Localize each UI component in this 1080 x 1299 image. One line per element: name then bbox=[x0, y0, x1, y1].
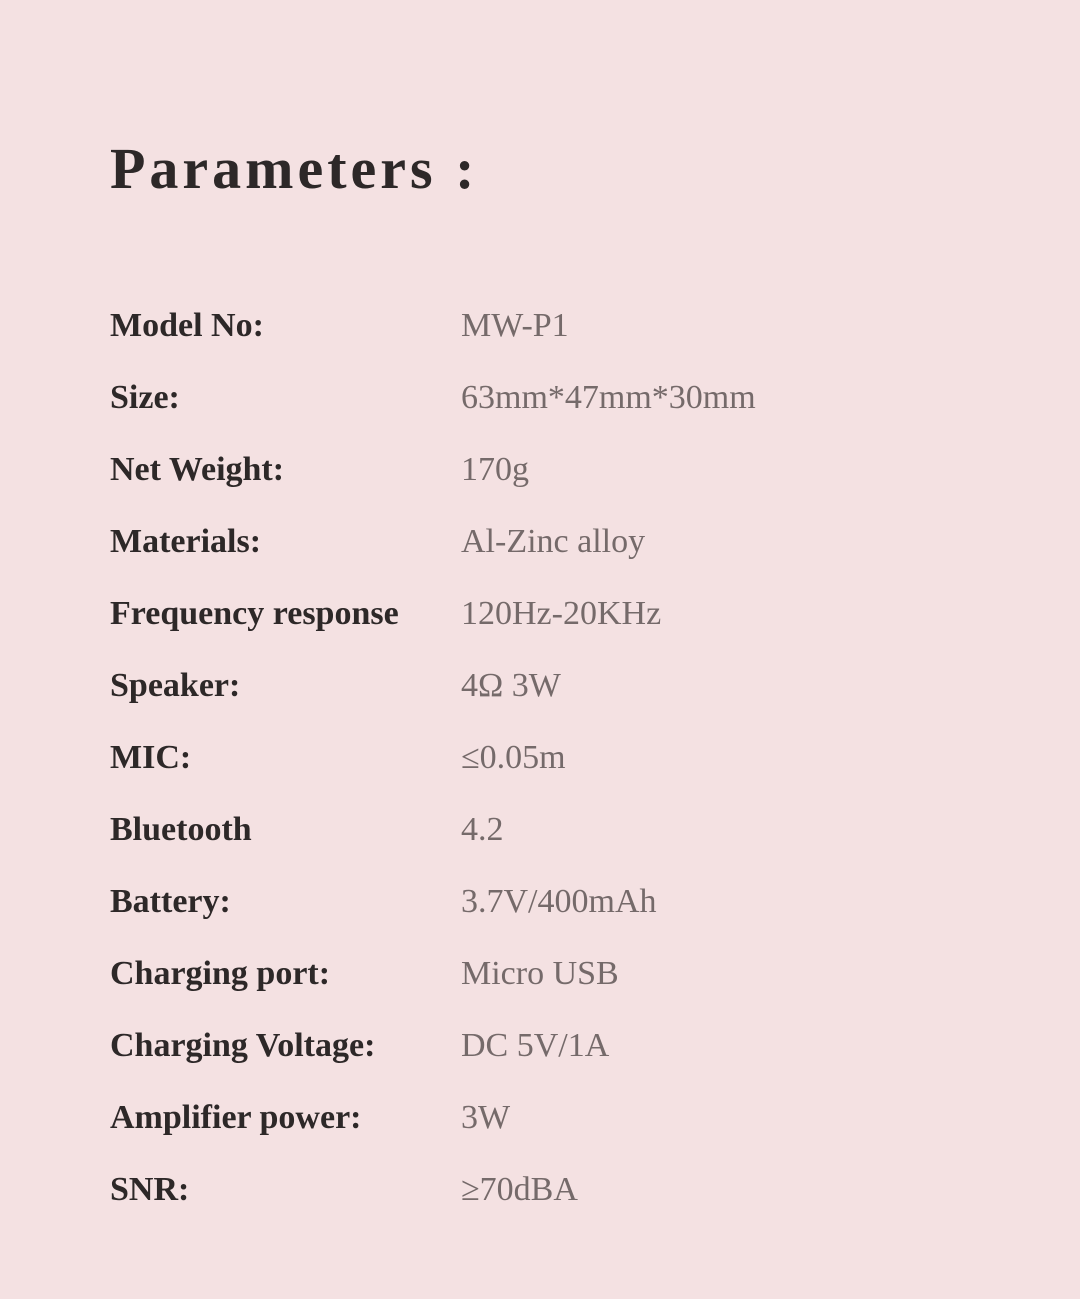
spec-value: 63mm*47mm*30mm bbox=[461, 379, 756, 416]
spec-label: Charging port: bbox=[110, 955, 331, 992]
spec-row-snr bbox=[110, 1154, 1010, 1226]
spec-row-charging-voltage bbox=[110, 1010, 1010, 1082]
spec-value: Micro USB bbox=[461, 955, 619, 992]
spec-value: 4Ω 3W bbox=[461, 667, 561, 704]
spec-row-mic bbox=[110, 722, 1010, 794]
spec-label: Battery: bbox=[110, 883, 231, 920]
spec-row-bluetooth bbox=[110, 794, 1010, 866]
spec-value: 4.2 bbox=[461, 811, 504, 848]
spec-label: Frequency response bbox=[110, 595, 399, 632]
spec-row-charging-port bbox=[110, 938, 1010, 1010]
spec-label: Net Weight: bbox=[110, 451, 285, 488]
spec-label: Speaker: bbox=[110, 667, 241, 704]
spec-row-frequency-response bbox=[110, 578, 1010, 650]
spec-row-amplifier-power bbox=[110, 1082, 1010, 1154]
spec-row-size bbox=[110, 362, 1010, 434]
spec-value: Al-Zinc alloy bbox=[461, 523, 646, 560]
spec-value: 3W bbox=[461, 1099, 511, 1136]
spec-list bbox=[110, 290, 1010, 1226]
spec-value: ≤0.05m bbox=[461, 739, 566, 776]
spec-value: DC 5V/1A bbox=[461, 1027, 610, 1064]
spec-value: ≥70dBA bbox=[461, 1171, 578, 1208]
spec-label: Amplifier power: bbox=[110, 1099, 362, 1136]
spec-label: Bluetooth bbox=[110, 811, 252, 848]
spec-label: Charging Voltage: bbox=[110, 1027, 376, 1064]
spec-value: 170g bbox=[461, 451, 529, 488]
spec-row-speaker bbox=[110, 650, 1010, 722]
spec-label: Model No: bbox=[110, 307, 264, 344]
spec-row-net-weight bbox=[110, 434, 1010, 506]
spec-label: SNR: bbox=[110, 1171, 190, 1208]
spec-value: 3.7V/400mAh bbox=[461, 883, 657, 920]
page-title: Parameters : bbox=[110, 136, 479, 201]
spec-label: Materials: bbox=[110, 523, 262, 560]
spec-row-model-no bbox=[110, 290, 1010, 362]
spec-label: Size: bbox=[110, 379, 180, 416]
spec-row-materials bbox=[110, 506, 1010, 578]
spec-value: MW-P1 bbox=[461, 307, 569, 344]
spec-row-battery bbox=[110, 866, 1010, 938]
spec-label: MIC: bbox=[110, 739, 192, 776]
spec-value: 120Hz-20KHz bbox=[461, 595, 662, 632]
